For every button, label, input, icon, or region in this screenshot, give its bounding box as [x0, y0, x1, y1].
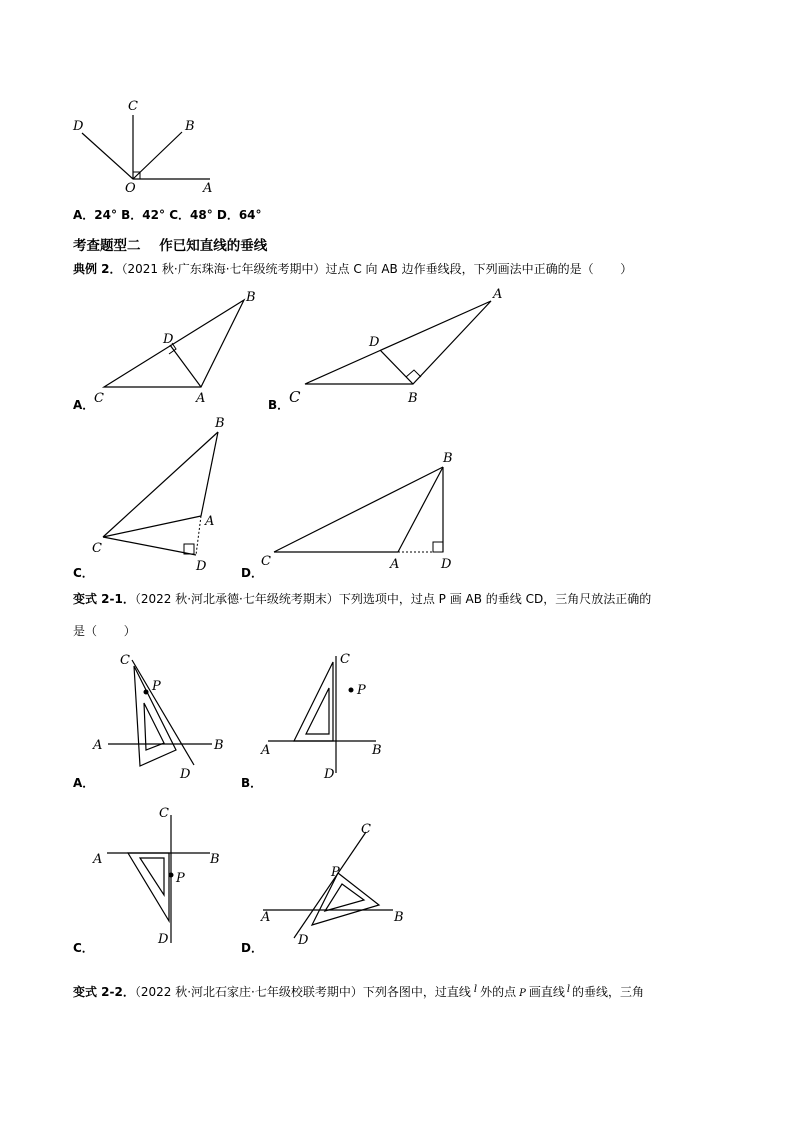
example2-text: （2021 秋·广东珠海·七年级统考期中）过点 C 向 AB 边作垂线段，下列画法中正确的是（ ）	[121, 262, 633, 276]
label-a: A	[196, 391, 206, 406]
label-c: C	[361, 822, 371, 837]
label-a: A	[261, 743, 271, 758]
label-b: B	[408, 391, 418, 406]
variant2-1-option-c[interactable]: C．	[73, 941, 94, 955]
variant2-2-line-l2: l	[566, 984, 571, 995]
question1-options: A．24° B．42° C．48° D．64°	[73, 208, 262, 222]
example2-figure-d	[258, 448, 468, 572]
segment-cd	[103, 537, 196, 555]
label-b: B	[394, 910, 404, 925]
triangle-cab	[104, 300, 244, 387]
label-p: P	[152, 679, 161, 694]
variant2-1-text-line1: （2022 秋·河北承德·七年级统考期末）下列选项中，过点 P 画 AB 的垂线 CD，三角尺放法正确的	[134, 592, 652, 606]
variant2-1-figure-b	[258, 648, 398, 783]
example2-option-d[interactable]: D．	[241, 566, 263, 580]
label-d: D	[196, 559, 207, 574]
variant2-2-label: 变式 2-2．	[73, 985, 135, 999]
label-b: B	[214, 738, 224, 753]
label-d: D	[163, 332, 174, 347]
variant2-1-option-a[interactable]: A．	[73, 776, 95, 790]
label-a: A	[93, 738, 103, 753]
set-square-outer	[294, 662, 333, 741]
variant2-1-option-d[interactable]: D．	[241, 941, 263, 955]
variant2-2-text-b: 外的点	[480, 985, 517, 999]
label-b: B	[215, 416, 225, 431]
label-b: B	[185, 119, 195, 134]
ray-od	[82, 133, 133, 179]
example2-option-b[interactable]: B．	[268, 398, 290, 412]
label-o: O	[125, 181, 136, 196]
point-p	[349, 688, 354, 693]
point-p	[169, 873, 174, 878]
label-a: A	[203, 181, 213, 196]
variant2-1-figure-c	[90, 803, 230, 948]
label-b: B	[246, 290, 256, 305]
variant2-2-text-c: 画直线	[528, 985, 565, 999]
variant2-2-line-l1: l	[473, 984, 478, 995]
label-p: P	[357, 683, 366, 698]
label-a: A	[93, 852, 103, 867]
line-cd	[294, 832, 366, 938]
label-c: C	[128, 99, 138, 114]
label-p: P	[331, 865, 340, 880]
variant2-1-figure-a	[90, 648, 230, 783]
set-square-outer	[312, 873, 379, 925]
variant2-1-question	[73, 591, 651, 607]
label-c: C	[340, 652, 350, 667]
example2-label: 典例 2．	[73, 262, 122, 276]
label-a: A	[205, 514, 215, 529]
label-b: B	[210, 852, 220, 867]
label-a: A	[493, 287, 503, 302]
set-square-inner	[140, 858, 164, 895]
variant2-1-text-line2: 是（ ）	[73, 624, 136, 638]
variant2-2-text-a: （2022 秋·河北石家庄·七年级校联考期中）下列各图中，过直线	[134, 985, 471, 999]
label-d: D	[324, 767, 335, 782]
example2-question	[73, 261, 632, 277]
label-d: D	[73, 119, 84, 134]
example2-figure-a	[90, 290, 260, 405]
label-d: D	[180, 767, 191, 782]
label-b: B	[443, 451, 453, 466]
label-d: D	[369, 335, 380, 350]
variant2-2-question	[73, 982, 644, 1002]
dotted-extension	[196, 516, 201, 555]
label-a: A	[261, 910, 271, 925]
section-title: 考查题型二 作已知直线的垂线	[73, 238, 268, 254]
line-cd	[132, 660, 194, 765]
label-d: D	[158, 932, 169, 947]
label-c: C	[94, 391, 104, 406]
point-p	[144, 690, 149, 695]
figure-angles-at-o	[60, 95, 230, 200]
set-square-outer	[128, 853, 169, 921]
label-c: C	[159, 806, 169, 821]
label-p: P	[176, 871, 185, 886]
label-a: A	[390, 557, 400, 572]
example2-figure-b	[283, 286, 513, 408]
example2-figure-c	[88, 415, 238, 575]
label-c: C	[289, 388, 301, 406]
label-d: D	[441, 557, 452, 572]
triangle-cba	[305, 301, 491, 384]
segment-ab	[398, 467, 443, 552]
right-angle-mark	[433, 542, 443, 552]
label-c: C	[92, 541, 102, 556]
segment-ad	[170, 345, 201, 387]
variant2-1-option-b[interactable]: B．	[241, 776, 263, 790]
label-d: D	[298, 933, 309, 948]
variant2-2-point-p: P	[519, 988, 526, 999]
example2-option-a[interactable]: A．	[73, 398, 95, 412]
variant2-1-label: 变式 2-1．	[73, 592, 135, 606]
segment-bd	[380, 350, 413, 384]
right-angle-mark	[406, 370, 421, 377]
variant2-1-figure-d	[258, 820, 408, 950]
label-c: C	[120, 653, 130, 668]
variant2-2-text-d: 的垂线，三角	[572, 985, 645, 999]
label-c: C	[261, 554, 271, 569]
segment-ca	[103, 516, 201, 537]
example2-option-c[interactable]: C．	[73, 566, 94, 580]
segment-cb	[274, 467, 443, 552]
label-b: B	[372, 743, 382, 758]
